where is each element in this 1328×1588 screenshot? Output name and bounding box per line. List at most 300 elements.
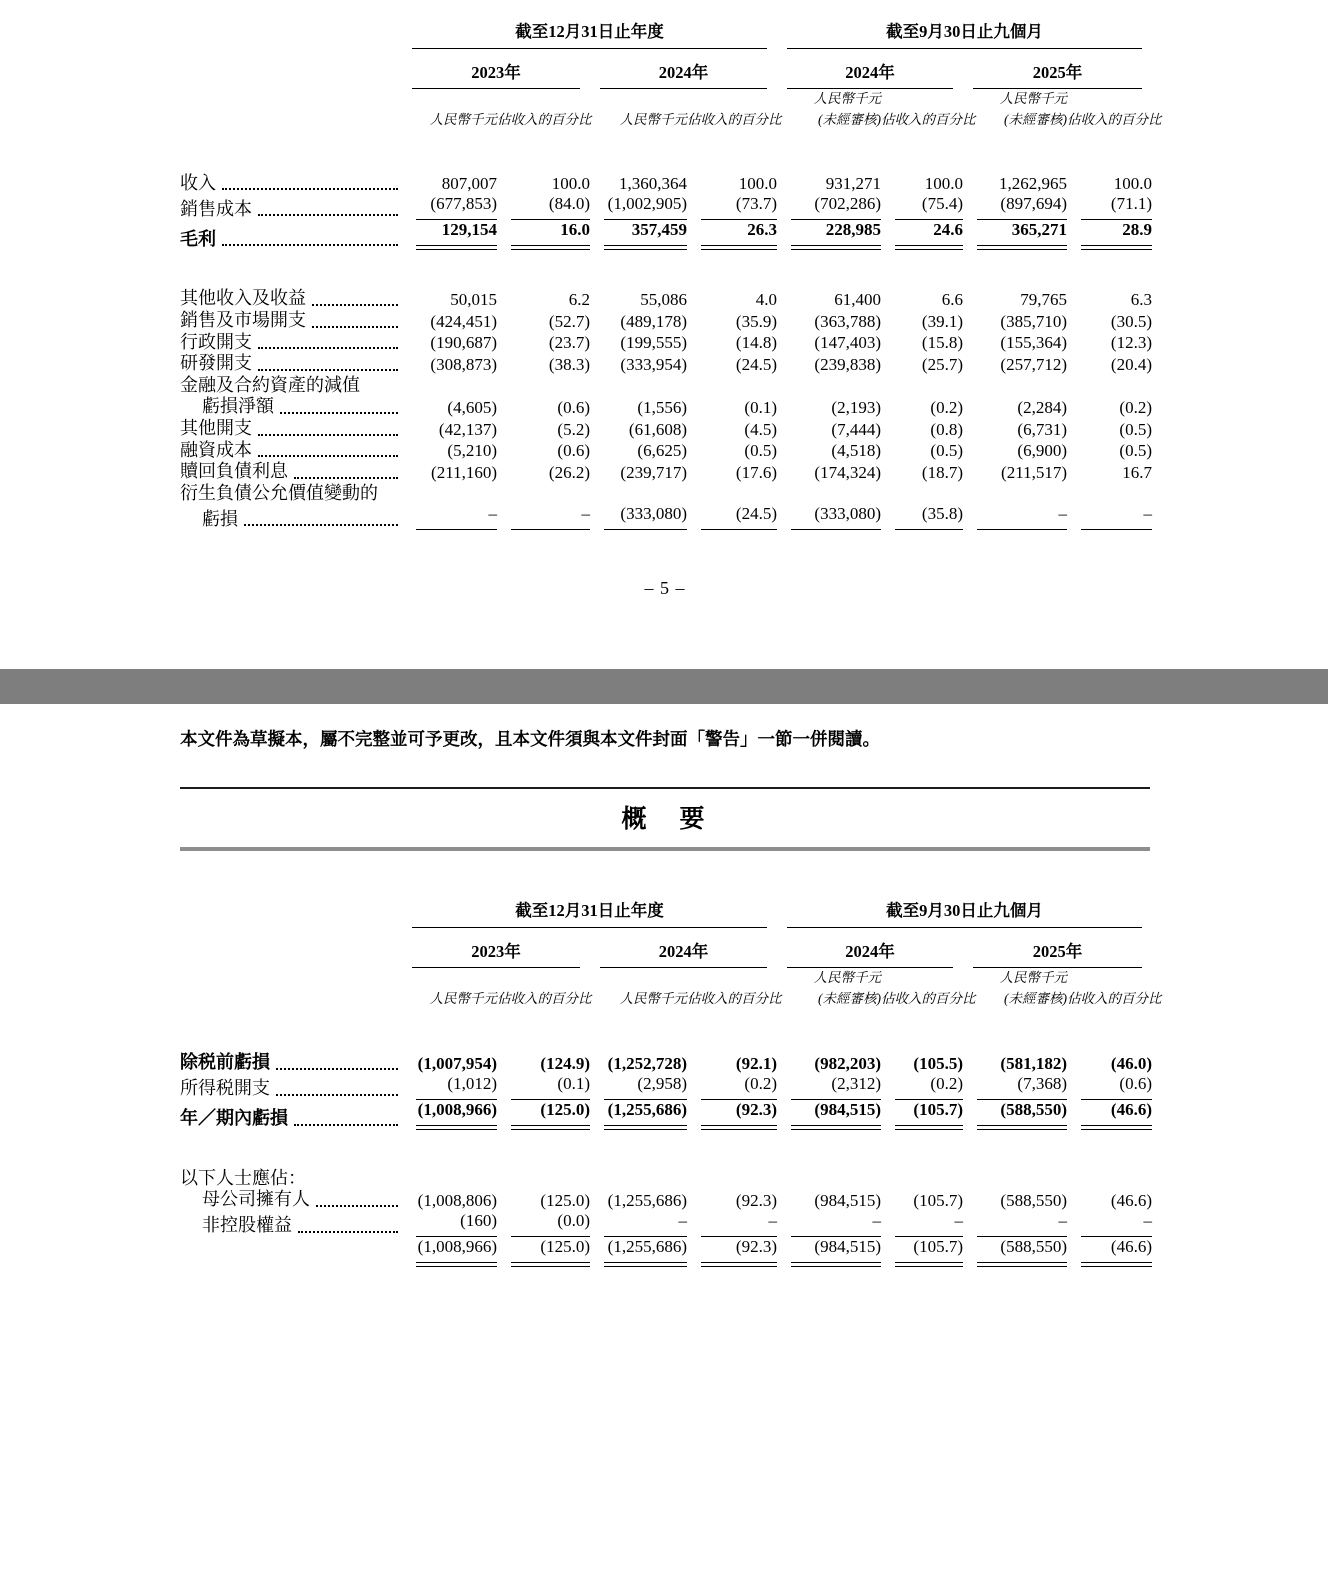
cell-value: (61,608) [628,419,687,439]
value-cell [881,1100,963,1130]
table-row [180,131,1152,195]
dot-leader [258,369,398,371]
cell-value: – [895,1211,963,1237]
value-cell [497,418,590,440]
cell-value: (0.2) [895,1074,963,1100]
cell-value: (588,550) [977,1237,1067,1263]
year-label: 2025年 [973,928,1142,968]
dot-leader [222,188,398,190]
row-label [180,509,402,531]
value-cell [402,332,497,354]
year-label: 2024年 [787,49,953,89]
cell-value: (46.0) [1110,1053,1152,1073]
cell-value: (0.2) [930,398,963,417]
value-cell [963,1211,1067,1237]
value-cell [1067,418,1152,440]
cell-value: (984,515) [791,1100,881,1126]
period-group-title: 截至9月30日止九個月 [787,897,1142,928]
value-cell [590,353,687,375]
income-statement-table [180,18,1162,530]
cell-value: (2,958) [604,1074,687,1100]
cell-value: (174,324) [814,462,881,482]
cell-value: (0.5) [1119,441,1152,461]
amount-subheader [777,89,881,131]
period-group-header [402,18,777,49]
cell-value: (52.7) [548,311,590,331]
cell-value: (4,518) [831,441,881,461]
cell-value: 4.0 [755,290,777,310]
period-group-title: 截至9月30日止九個月 [787,18,1142,49]
table-row [180,353,1152,375]
cell-value: (0.6) [1081,1074,1152,1100]
value-cell [590,1074,687,1100]
cell-value: (588,550) [977,1100,1067,1126]
cell-value: (588,550) [1000,1190,1067,1210]
cell-value: (105.7) [895,1100,963,1126]
cell-value: 16.7 [1122,462,1152,482]
value-cell [1067,1074,1152,1100]
loss-summary-table [180,897,1162,1267]
percent-subheader [1067,89,1162,131]
cell-value: (71.1) [1081,194,1152,220]
value-cell [963,1237,1067,1267]
value-cell [687,1211,777,1237]
year-label: 2024年 [787,928,953,968]
cell-value: (1,008,806) [417,1190,497,1210]
value-cell [881,332,963,354]
value-cell [590,461,687,483]
dot-leader [298,1231,398,1233]
table-row [180,1211,1152,1237]
dot-leader [276,1068,398,1070]
cell-value: (38.3) [548,354,590,374]
value-cell [881,353,963,375]
double-rule [416,1263,497,1267]
row-label-cell [180,220,402,250]
value-cell [590,440,687,462]
cell-value: (12.3) [1110,333,1152,353]
cell-value: (0.2) [1119,398,1152,417]
cell-value: 6.6 [941,290,963,310]
row-label [180,1052,402,1074]
value-cell [777,288,881,310]
double-rule [1081,1263,1152,1267]
cell-value: (124.9) [540,1053,590,1073]
value-cell [402,461,497,483]
value-cell [402,1211,497,1237]
value-cell [881,504,963,530]
row-label-cell [180,504,402,530]
amount-unit-label: 人民幣千元 [429,991,497,1007]
cell-value: (6,731) [1017,419,1067,439]
cell-value: (0.1) [511,1074,590,1100]
cell-value: (24.5) [701,504,777,530]
value-cell [497,194,590,220]
value-cell [777,353,881,375]
value-cell [590,418,687,440]
cell-value: 61,400 [834,290,881,310]
spacer-row [180,250,1152,288]
value-cell [963,310,1067,332]
value-cell [687,194,777,220]
value-cell [687,1010,777,1074]
row-label [180,229,402,251]
table-row [180,288,1152,310]
cell-value: (190,687) [430,333,497,353]
value-cell [402,353,497,375]
value-cell [963,131,1067,195]
row-label [180,332,402,354]
value-cell [590,396,687,418]
value-cell [881,440,963,462]
cell-value: – [977,504,1067,530]
cell-value: 100.0 [1113,174,1152,194]
amount-unit-label: 人民幣千元 [619,991,687,1007]
period-group-title: 截至12月31日止年度 [412,897,767,928]
cell-value: (984,515) [814,1190,881,1210]
year-label: 2025年 [973,49,1142,89]
dot-leader [258,434,398,436]
value-cell [777,461,881,483]
row-label [180,1189,402,1211]
cell-value: (7,368) [977,1074,1067,1100]
value-cell [963,461,1067,483]
cell-value: (0.8) [930,419,963,439]
row-label-cell [180,1237,402,1267]
value-cell [402,1237,497,1267]
dot-leader [258,214,398,216]
row-label [180,173,402,195]
percent-of-revenue-label: 佔收入的百分比 [497,991,592,1007]
cell-value: (581,182) [1000,1053,1067,1073]
value-cell [497,1189,590,1211]
value-cell [497,440,590,462]
value-cell [497,288,590,310]
table-row [180,1074,1152,1100]
summary-heading: 概 要 [621,805,709,834]
cell-value: 28.9 [1081,220,1152,246]
cell-value: (702,286) [791,194,881,220]
period-group-title: 截至12月31日止年度 [412,18,767,49]
value-cell [497,1237,590,1267]
cell-value: (125.0) [511,1237,590,1263]
row-label-cell [180,131,402,195]
value-cell [1067,288,1152,310]
row-label-cell [180,310,402,332]
cell-value: (257,712) [1000,354,1067,374]
value-cell [402,131,497,195]
value-cell [687,461,777,483]
cell-value: (308,873) [430,354,497,374]
value-cell [497,332,590,354]
value-cell [1067,1189,1152,1211]
value-cell [497,220,590,250]
table-row [180,504,1152,530]
cell-value: (17.6) [735,462,777,482]
value-cell [777,418,881,440]
value-cell [1067,1237,1152,1267]
year-header [402,928,590,968]
table-row [180,310,1152,332]
value-cell [963,353,1067,375]
cell-value: – [416,504,497,530]
cell-value: (489,178) [620,311,687,331]
value-cell [687,131,777,195]
row-label-text: 銷售成本 [180,198,252,219]
value-cell [1067,396,1152,418]
row-label-text: 母公司擁有人 [202,1189,310,1210]
page5-section [0,0,1328,599]
cell-value: (211,160) [431,462,497,482]
cell-value: (239,717) [620,462,687,482]
value-cell [402,418,497,440]
row-label [180,1078,402,1100]
value-cell [402,1189,497,1211]
row-label-text: 行政開支 [180,331,252,352]
table-row [180,194,1152,220]
period-group-header [777,18,1152,49]
row-label-text: 其他收入及收益 [180,288,306,309]
cell-value: – [511,504,590,530]
row-label [180,1215,402,1237]
year-header [963,928,1152,968]
value-cell [687,440,777,462]
row-label-text: 衍生負債公允價值變動的 [180,482,378,503]
table-row [180,220,1152,250]
cell-value: – [791,1211,881,1237]
table-subheader-row [180,968,1152,1010]
row-label-cell [180,1189,402,1211]
cell-value: 16.0 [511,220,590,246]
cell-value: 931,271 [825,174,881,194]
cell-value: (46.6) [1110,1190,1152,1210]
double-rule [791,1263,881,1267]
cell-value: (39.1) [921,311,963,331]
row-label [180,418,402,440]
cell-value: 1,360,364 [619,174,687,194]
value-cell [687,310,777,332]
row-label-cell [180,1074,402,1100]
cell-value: (1,255,686) [607,1190,687,1210]
dot-leader [244,524,398,526]
value-cell [687,353,777,375]
value-cell [687,332,777,354]
cell-value: (15.8) [921,333,963,353]
draft-warning-text: 本文件為草擬本，屬不完整並可予更改，且本文件須與本文件封面「警告」一節一併閱讀。 [180,729,880,750]
cell-value: (0.5) [744,441,777,461]
amount-unit-label: 人民幣千元 [813,91,881,106]
value-cell [590,332,687,354]
row-label [180,1168,1152,1190]
table-row [180,1189,1152,1211]
table-year-row [180,49,1152,89]
value-cell [881,1211,963,1237]
value-cell [777,220,881,250]
value-cell [590,1211,687,1237]
percent-of-revenue-label: 佔收入的百分比 [497,111,592,127]
value-cell [777,440,881,462]
double-rule [604,1263,687,1267]
dot-leader [316,1205,398,1207]
double-rule [701,1263,777,1267]
amount-subheader [402,968,497,1010]
table-header-row [180,897,1152,928]
value-cell [777,310,881,332]
row-label-cell [180,1211,402,1237]
cell-value: (1,255,686) [604,1237,687,1263]
cell-value: (199,555) [620,333,687,353]
value-cell [590,1189,687,1211]
row-label-cell [180,375,1152,397]
value-cell [402,1010,497,1074]
cell-value: (4,605) [447,398,497,417]
cell-value: (6,625) [637,441,687,461]
cell-value: (1,002,905) [604,194,687,220]
page6-section [0,728,1328,1266]
amount-unit-label: 人民幣千元 [619,111,687,127]
value-cell [402,310,497,332]
value-cell [963,1074,1067,1100]
page-number: – 5 – [644,578,686,599]
year-header [777,928,963,968]
cell-value: (35.8) [895,504,963,530]
year-header [777,49,963,89]
percent-subheader [497,968,590,1010]
cell-value: – [1081,1211,1152,1237]
value-cell [881,1237,963,1267]
value-cell [963,1010,1067,1074]
cell-value: (0.1) [744,398,777,417]
cell-value: 100.0 [551,174,590,194]
value-cell [963,288,1067,310]
cell-value: (30.5) [1110,311,1152,331]
percent-subheader [881,968,976,1010]
row-label-text: 除税前虧損 [180,1051,270,1072]
row-label-cell [180,396,402,418]
dot-leader [276,1094,398,1096]
cell-value: (160) [416,1211,497,1237]
amount-subheader [963,968,1067,1010]
dot-leader [222,244,398,246]
cell-value: 228,985 [791,220,881,246]
dot-leader [312,304,398,306]
value-cell [1067,1211,1152,1237]
percent-of-revenue-label: 佔收入的百分比 [687,111,782,127]
percent-of-revenue-label: 佔收入的百分比 [1067,111,1162,127]
row-label [180,483,1152,505]
value-cell [687,1237,777,1267]
value-cell [590,288,687,310]
double-rule [977,1263,1067,1267]
cell-value: (46.6) [1081,1100,1152,1126]
cell-value: (1,008,966) [416,1100,497,1126]
cell-value: (92.3) [701,1100,777,1126]
value-cell [1067,504,1152,530]
dot-leader [294,477,398,479]
row-label [180,288,402,310]
value-cell [777,504,881,530]
cell-value: (333,080) [791,504,881,530]
value-cell [402,194,497,220]
value-cell [777,396,881,418]
amount-unit-label: 人民幣千元 [429,111,497,127]
dot-leader [258,455,398,457]
value-cell [777,332,881,354]
value-cell [497,504,590,530]
cell-value: (2,284) [1017,398,1067,417]
cell-value: 6.2 [568,290,590,310]
value-cell [881,418,963,440]
table-row [180,1237,1152,1267]
value-cell [402,288,497,310]
cell-value: (5,210) [447,441,497,461]
value-cell [963,332,1067,354]
row-label-text: 其他開支 [180,418,252,438]
value-cell [777,1100,881,1130]
row-label-text: 虧損 [202,508,238,529]
value-cell [687,504,777,530]
value-cell [963,1100,1067,1130]
value-cell [497,1074,590,1100]
value-cell [963,440,1067,462]
row-label-cell [180,288,402,310]
table-row [180,375,1152,397]
cell-value: (4.5) [744,419,777,439]
summary-heading-box [180,787,1150,851]
value-cell [497,461,590,483]
cell-value: 55,086 [640,290,687,310]
amount-subheader [590,968,687,1010]
row-label-text: 收入 [180,172,216,193]
row-label-cell [180,1010,402,1074]
value-cell [687,288,777,310]
value-cell [1067,440,1152,462]
value-cell [687,1100,777,1130]
value-cell [590,1100,687,1130]
value-cell [1067,1010,1152,1074]
percent-subheader [1067,968,1162,1010]
percent-subheader [497,89,590,131]
period-group-header [777,897,1152,928]
cell-value: (982,203) [814,1053,881,1073]
value-cell [497,1100,590,1130]
value-cell [687,396,777,418]
percent-subheader [881,89,976,131]
cell-value: 79,765 [1020,290,1067,310]
dot-leader [294,1124,398,1126]
cell-value: 24.6 [895,220,963,246]
row-label-cell [180,353,402,375]
percent-subheader [687,89,782,131]
row-label-text: 以下人士應佔： [180,1167,306,1188]
cell-value: (155,364) [1000,333,1067,353]
value-cell [963,418,1067,440]
year-label: 2023年 [412,928,580,968]
row-label-text: 銷售及市場開支 [180,310,306,331]
row-label [180,310,402,332]
cell-value: (0.0) [511,1211,590,1237]
cell-value: (35.9) [735,311,777,331]
value-cell [1067,353,1152,375]
value-cell [497,353,590,375]
cell-value: (333,080) [604,504,687,530]
double-rule [511,1263,590,1267]
cell-value: (5.2) [557,419,590,439]
cell-value: (0.6) [557,441,590,461]
row-label-text: 贖回負債利息 [180,461,288,482]
cell-value: (147,403) [814,333,881,353]
row-label-text: 金融及合約資產的減值 [180,374,360,395]
